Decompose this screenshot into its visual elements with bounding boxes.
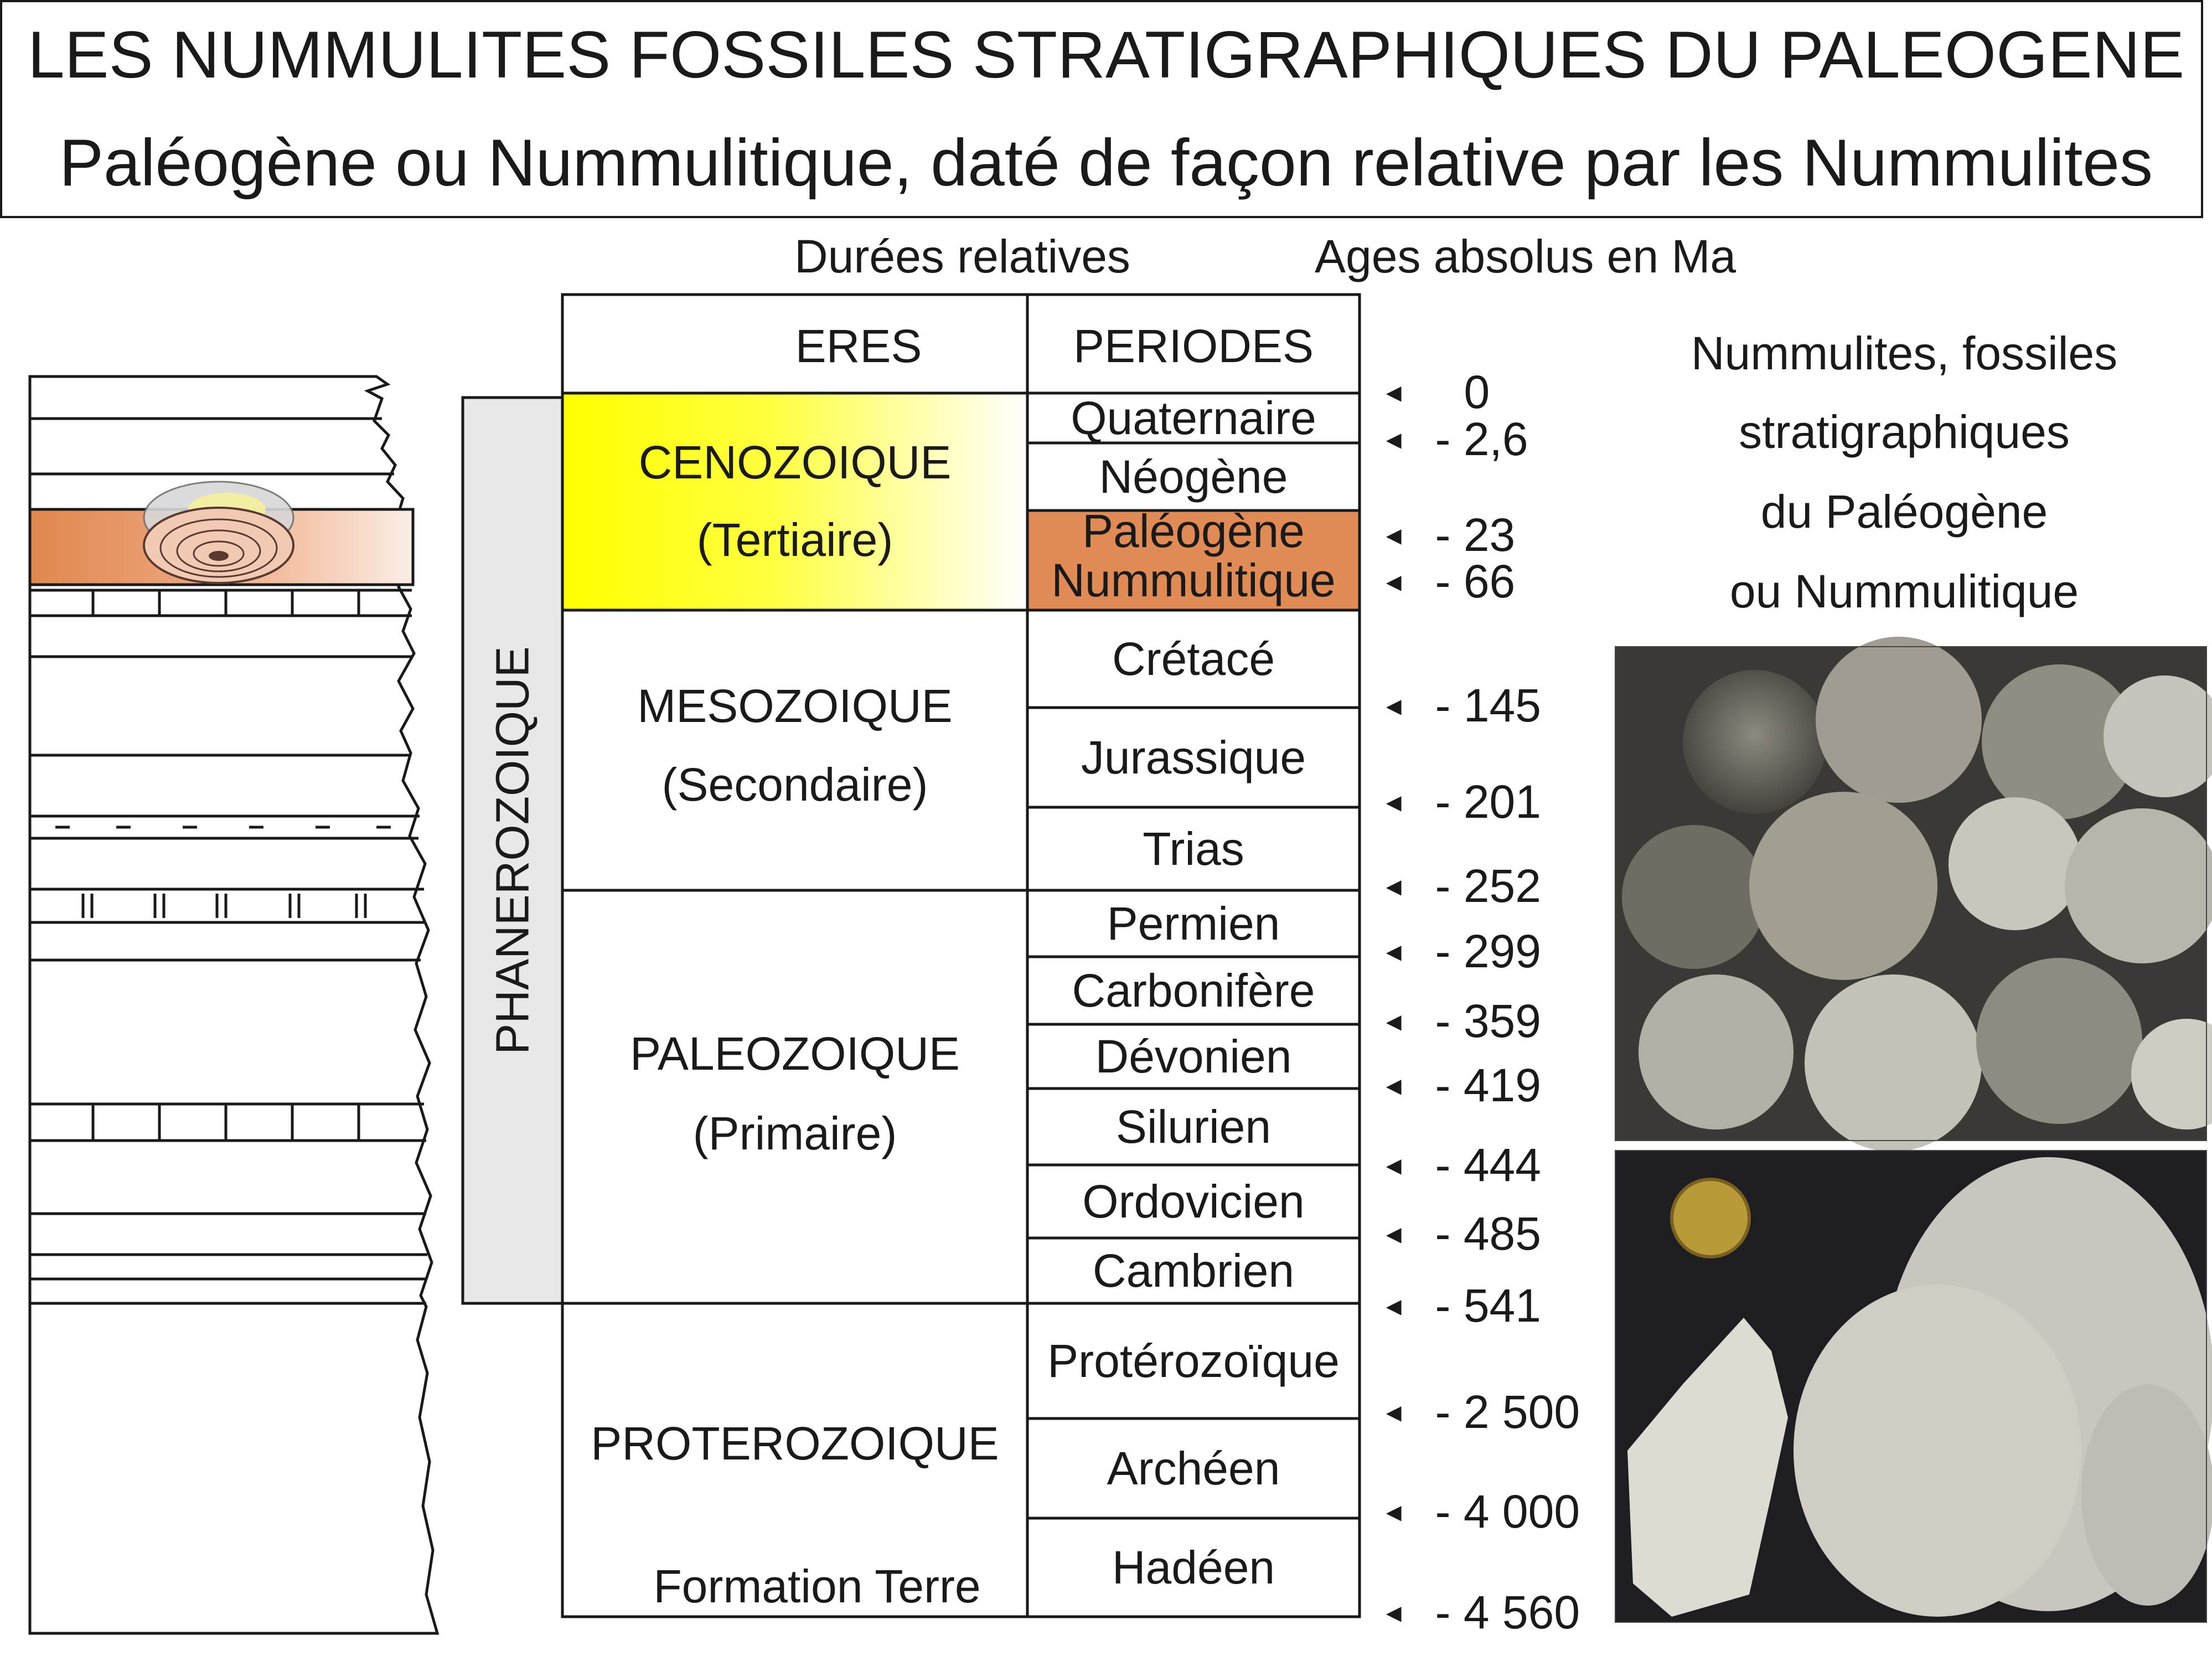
left-arrow-icon: ◄: [1381, 937, 1407, 966]
left-arrow-icon: ◄: [1381, 787, 1407, 817]
left-arrow-icon: ◄: [1381, 567, 1407, 596]
period-carbonifere: Carbonifère: [1072, 964, 1315, 1017]
period-devonien: Dévonien: [1095, 1030, 1292, 1082]
age-row: [1381, 365, 1490, 419]
left-arrow-icon: ◄: [1381, 691, 1407, 720]
age-value: - 541: [1435, 1280, 1541, 1332]
left-arrow-icon: ◄: [1381, 425, 1407, 454]
left-arrow-icon: ◄: [1381, 1007, 1407, 1036]
left-arrow-icon: ◄: [1381, 1397, 1407, 1427]
age-row: [1381, 1138, 1541, 1192]
period-permien: Permien: [1107, 897, 1280, 950]
relative-durations-label: Durées relatives: [794, 230, 1130, 282]
age-value: - 359: [1435, 995, 1541, 1047]
period-nummulitique: Nummulitique: [1051, 554, 1336, 606]
era-cenozoique: CENOZOIQUE: [638, 436, 952, 488]
caption-line-1: Nummulites, fossiles: [1691, 327, 2118, 379]
age-value: - 485: [1435, 1208, 1541, 1260]
age-row: [1381, 412, 1528, 466]
period-silurien: Silurien: [1115, 1100, 1272, 1153]
left-arrow-icon: ◄: [1381, 378, 1407, 407]
period-cretace: Crétacé: [1112, 632, 1275, 685]
period-proterozoique: Protérozoïque: [1047, 1334, 1340, 1387]
age-value: - 419: [1435, 1059, 1541, 1111]
period-ordovicien: Ordovicien: [1082, 1175, 1305, 1227]
main-title: LES NUMMULITES FOSSILES STRATIGRAPHIQUES DU PALEOGENE: [27, 18, 2185, 92]
era-formation-terre: Formation Terre: [653, 1560, 981, 1612]
era-mesozoique-sub: (Secondaire): [661, 758, 928, 811]
age-value: - 23: [1435, 509, 1516, 561]
era-proterozoique: PROTEROZOIQUE: [591, 1417, 999, 1469]
age-row: [1381, 994, 1541, 1048]
left-arrow-icon: ◄: [1381, 520, 1407, 550]
age-value: - 2 500: [1435, 1386, 1580, 1438]
age-value: - 299: [1435, 925, 1541, 977]
left-arrow-icon: ◄: [1381, 871, 1407, 901]
left-arrow-icon: ◄: [1381, 1497, 1407, 1526]
period-hadeen: Hadéen: [1112, 1541, 1275, 1593]
left-arrow-icon: ◄: [1381, 1151, 1407, 1180]
nummulites-closeup-photo: [1615, 637, 2212, 1152]
left-arrow-icon: ◄: [1381, 1071, 1407, 1100]
age-row: [1381, 775, 1541, 829]
era-cenozoique-sub: (Tertiaire): [696, 513, 893, 566]
era-paleozoique: PALEOZOIQUE: [630, 1027, 960, 1080]
age-value: - 4 560: [1435, 1586, 1580, 1638]
period-neogene: Néogène: [1099, 450, 1288, 503]
period-trias: Trias: [1143, 822, 1244, 875]
age-row: [1381, 1385, 1580, 1439]
age-row: [1381, 925, 1541, 978]
age-value: - 4 000: [1435, 1485, 1580, 1538]
cenozoic-fill: [562, 393, 1027, 610]
caption-line-3: du Paléogène: [1760, 486, 2048, 538]
period-paleogene: Paléogène: [1082, 504, 1305, 557]
age-value: - 201: [1435, 776, 1541, 828]
age-value: - 145: [1435, 679, 1541, 731]
absolute-ages-label: Ages absolus en Ma: [1315, 230, 1736, 282]
age-row: [1381, 508, 1515, 562]
left-arrow-icon: ◄: [1381, 1219, 1407, 1249]
caption-line-2: stratigraphiques: [1739, 406, 2070, 458]
age-row: [1381, 1485, 1580, 1539]
age-row: [1381, 1586, 1580, 1639]
age-row: [1381, 679, 1541, 733]
age-value: - 252: [1435, 860, 1541, 912]
period-quaternaire: Quaternaire: [1071, 391, 1316, 444]
era-paleozoique-sub: (Primaire): [692, 1107, 897, 1159]
age-row: [1381, 1279, 1541, 1333]
era-mesozoique: MESOZOIQUE: [637, 679, 953, 732]
periodes-header: PERIODES: [1073, 319, 1314, 372]
age-row: [1381, 555, 1515, 608]
period-cambrien: Cambrien: [1092, 1244, 1295, 1297]
left-arrow-icon: ◄: [1381, 1598, 1407, 1627]
nummulite-fossil-icon: [144, 482, 293, 583]
left-arrow-icon: ◄: [1381, 1291, 1407, 1320]
phanerozoic-label: PHANEROZOIQUE: [486, 646, 539, 1055]
subtitle: Paléogène ou Nummulitique, daté de façon relative par les Nummulites: [59, 126, 2153, 200]
age-value: 0: [1464, 366, 1490, 418]
age-row: [1381, 1207, 1541, 1261]
age-value: - 2,6: [1435, 413, 1528, 465]
nummulites-pile-photo: [1615, 1151, 2212, 1622]
caption-line-4: ou Nummulitique: [1729, 565, 2079, 617]
period-jurassique: Jurassique: [1081, 731, 1306, 783]
age-row: [1381, 1059, 1541, 1112]
age-row: [1381, 859, 1541, 913]
age-value: - 66: [1435, 555, 1516, 607]
age-value: - 444: [1435, 1139, 1541, 1191]
period-archeen: Archéen: [1107, 1442, 1280, 1494]
eres-header: ERES: [795, 319, 922, 372]
